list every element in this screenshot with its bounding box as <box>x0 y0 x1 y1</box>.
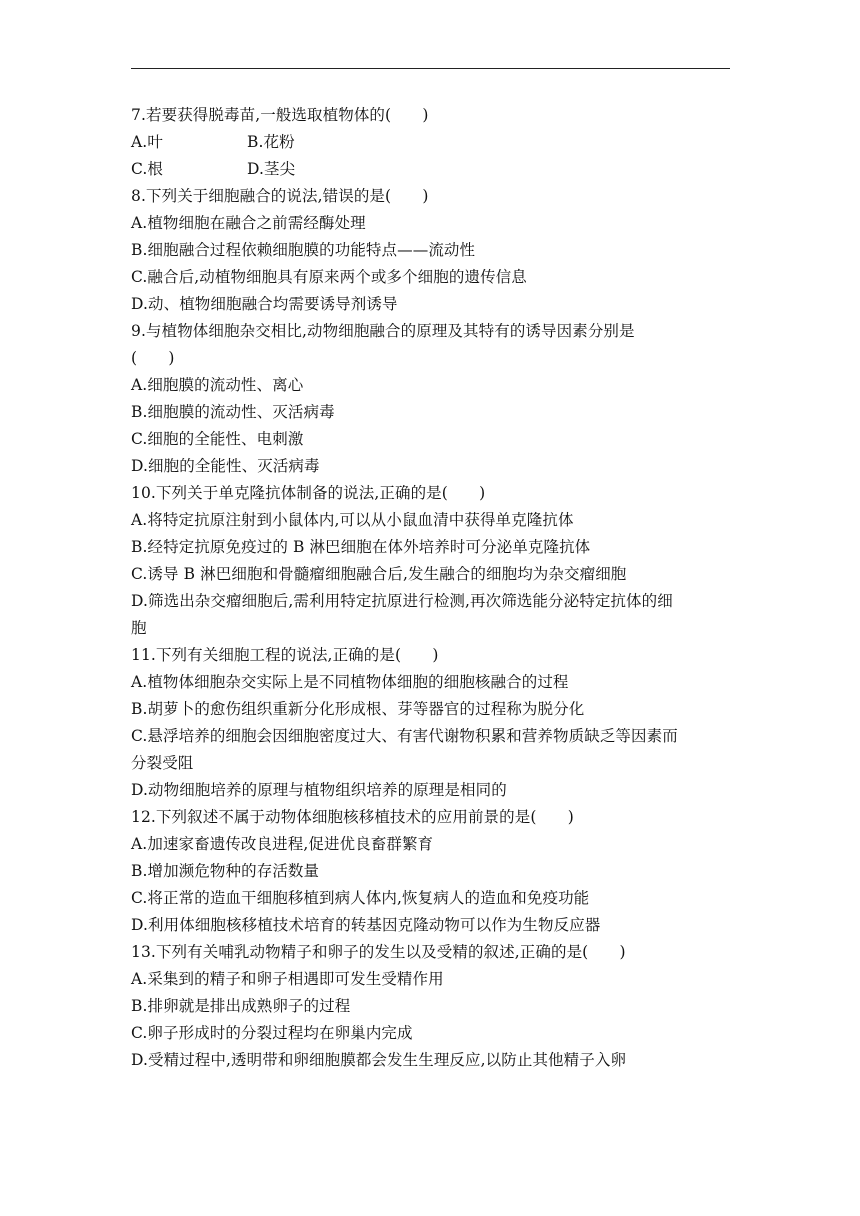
question-8-option-d: D.动、植物细胞融合均需要诱导剂诱导 <box>131 295 398 313</box>
question-13-option-a: A.采集到的精子和卵子相遇即可发生受精作用 <box>131 970 444 988</box>
question-7-option-d: D.茎尖 <box>247 160 296 178</box>
question-9-option-c: C.细胞的全能性、电刺激 <box>131 430 304 448</box>
question-12-option-b: B.增加濒危物种的存活数量 <box>131 862 320 880</box>
question-10-option-b: B.经特定抗原免疫过的 B 淋巴细胞在体外培养时可分泌单克隆抗体 <box>131 538 591 556</box>
question-11-stem: 11.下列有关细胞工程的说法,正确的是( ) <box>131 646 439 664</box>
question-9-stem: 9.与植物体细胞杂交相比,动物细胞融合的原理及其特有的诱导因素分别是 <box>131 322 635 340</box>
question-11-option-b: B.胡萝卜的愈伤组织重新分化形成根、芽等器官的过程称为脱分化 <box>131 700 585 718</box>
question-10-stem: 10.下列关于单克隆抗体制备的说法,正确的是( ) <box>131 484 486 502</box>
question-7-option-c: C.根 <box>131 160 164 178</box>
question-12-option-c: C.将正常的造血干细胞移植到病人体内,恢复病人的造血和免疫功能 <box>131 889 590 907</box>
question-8-option-b: B.细胞融合过程依赖细胞膜的功能特点——流动性 <box>131 241 476 259</box>
question-9-stem-continued: ( ) <box>131 349 175 367</box>
question-8-option-c: C.融合后,动植物细胞具有原来两个或多个细胞的遗传信息 <box>131 268 527 286</box>
question-13-option-d: D.受精过程中,透明带和卵细胞膜都会发生生理反应,以防止其他精子入卵 <box>131 1051 627 1069</box>
question-11-option-c-continued: 分裂受阻 <box>131 754 194 772</box>
question-12-option-a: A.加速家畜遗传改良进程,促进优良畜群繁育 <box>131 835 434 853</box>
question-11-option-c: C.悬浮培养的细胞会因细胞密度过大、有害代谢物积累和营养物质缺乏等因素而 <box>131 727 678 745</box>
question-13-stem: 13.下列有关哺乳动物精子和卵子的发生以及受精的叙述,正确的是( ) <box>131 943 626 961</box>
question-7-stem: 7.若要获得脱毒苗,一般选取植物体的( ) <box>131 106 429 124</box>
question-12-stem: 12.下列叙述不属于动物体细胞核移植技术的应用前景的是( ) <box>131 808 574 826</box>
question-8-stem: 8.下列关于细胞融合的说法,错误的是( ) <box>131 187 429 205</box>
question-11-option-a: A.植物体细胞杂交实际上是不同植物体细胞的细胞核融合的过程 <box>131 673 569 691</box>
question-10-option-c: C.诱导 B 淋巴细胞和骨髓瘤细胞融合后,发生融合的细胞均为杂交瘤细胞 <box>131 565 627 583</box>
question-9-option-d: D.细胞的全能性、灭活病毒 <box>131 457 320 475</box>
question-list <box>131 102 741 1074</box>
question-11-option-d: D.动物细胞培养的原理与植物组织培养的原理是相同的 <box>131 781 507 799</box>
question-13-option-c: C.卵子形成时的分裂过程均在卵巢内完成 <box>131 1024 413 1042</box>
question-13-option-b: B.排卵就是排出成熟卵子的过程 <box>131 997 351 1015</box>
question-10-option-d: D.筛选出杂交瘤细胞后,需利用特定抗原进行检测,再次筛选能分泌特定抗体的细 <box>131 592 673 610</box>
question-7-option-a: A.叶 <box>131 133 163 151</box>
header-rule <box>131 68 730 69</box>
question-10-option-a: A.将特定抗原注射到小鼠体内,可以从小鼠血清中获得单克隆抗体 <box>131 511 574 529</box>
question-9-option-b: B.细胞膜的流动性、灭活病毒 <box>131 403 335 421</box>
question-12-option-d: D.利用体细胞核移植技术培育的转基因克隆动物可以作为生物反应器 <box>131 916 601 934</box>
question-10-option-d-continued: 胞 <box>131 619 147 637</box>
question-7-option-b: B.花粉 <box>247 133 295 151</box>
question-7-options-row-1 <box>131 129 741 156</box>
question-8-option-a: A.植物细胞在融合之前需经酶处理 <box>131 214 366 232</box>
question-7-options-row-2 <box>131 156 741 183</box>
question-9-option-a: A.细胞膜的流动性、离心 <box>131 376 304 394</box>
